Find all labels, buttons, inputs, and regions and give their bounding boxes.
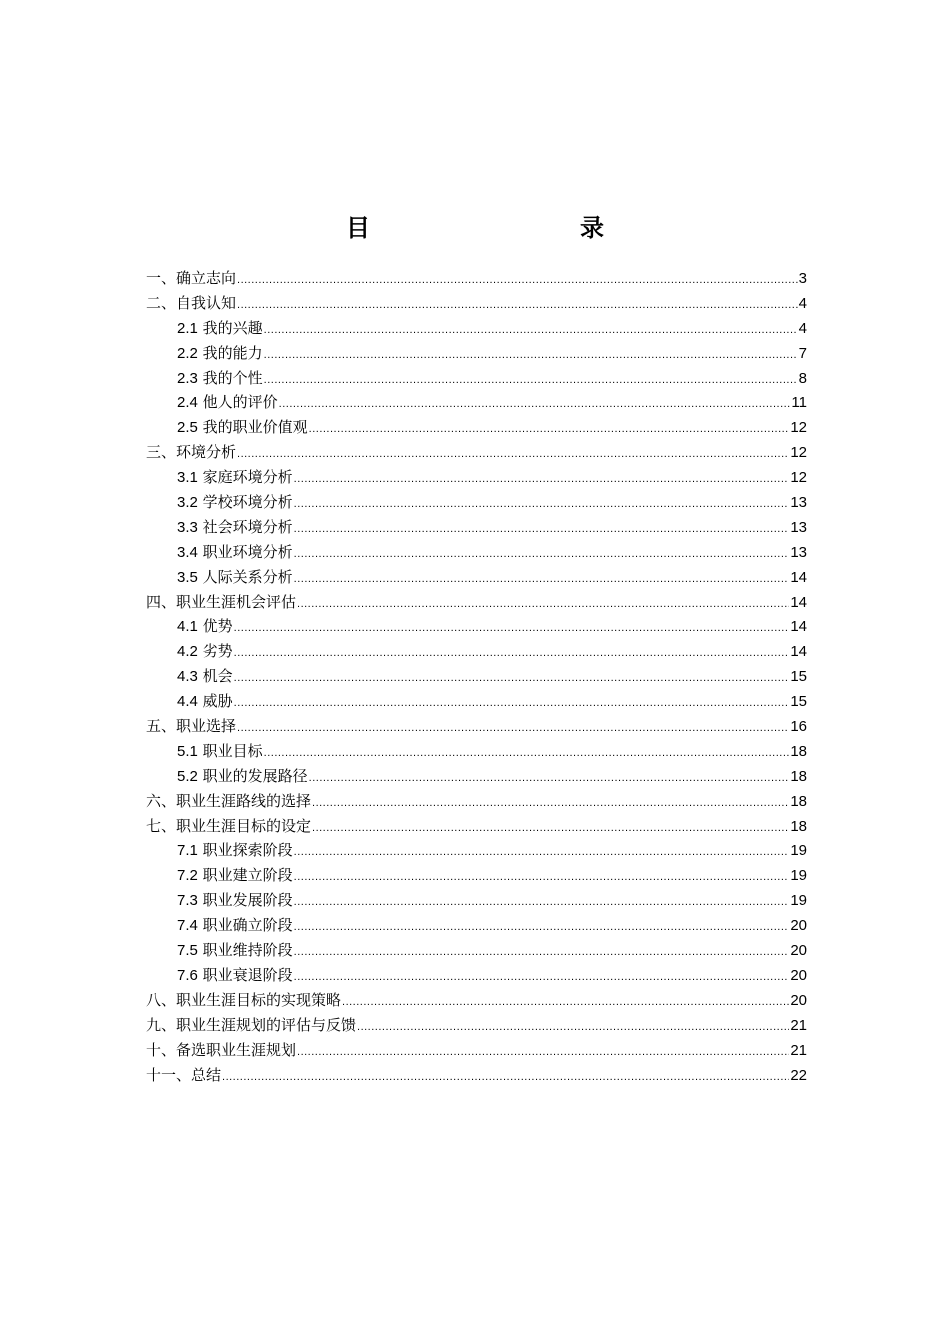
toc-page-number: 18 <box>790 817 807 835</box>
toc-entry-label <box>177 490 293 516</box>
toc-entry-text: 机会 <box>202 667 233 686</box>
toc-entry-number: 4.4 <box>177 693 198 711</box>
toc-page-number: 12 <box>790 419 807 437</box>
toc-entry[interactable] <box>146 739 807 764</box>
toc-dot-leader <box>222 1065 789 1090</box>
toc-entry-label <box>177 739 263 765</box>
toc-entry-text: 威胁 <box>202 692 233 711</box>
toc-entry-label <box>177 689 233 715</box>
toc-entry-label <box>177 465 293 491</box>
toc-dot-leader <box>309 766 790 791</box>
toc-page-number: 14 <box>790 568 807 586</box>
toc-entry-number: 7.5 <box>177 942 198 960</box>
toc-entry-text: 职业的发展路径 <box>202 766 308 785</box>
toc-page-number: 13 <box>790 543 807 561</box>
toc-entry-number: 4.1 <box>177 618 198 636</box>
toc-page-number: 7 <box>798 344 807 362</box>
toc-dot-leader <box>294 492 790 517</box>
toc-entry-label <box>177 838 293 864</box>
toc-entry[interactable] <box>146 1013 807 1038</box>
toc-entry[interactable] <box>146 390 807 415</box>
toc-dot-leader <box>264 318 798 343</box>
toc-entry-label <box>177 515 293 541</box>
toc-entry[interactable] <box>146 814 807 839</box>
toc-entry-label <box>177 863 293 889</box>
toc-entry-number: 3.3 <box>177 518 198 536</box>
toc-page-number: 20 <box>790 942 807 960</box>
toc-entry-label <box>146 1013 356 1038</box>
toc-dot-leader <box>264 368 798 393</box>
toc-entry-text: 优势 <box>202 617 233 636</box>
toc-entry-label <box>146 1063 221 1088</box>
toc-entry-number: 2.2 <box>177 344 198 362</box>
toc-page-number: 8 <box>798 369 807 387</box>
toc-entry[interactable] <box>146 938 807 963</box>
toc-entry-number: 3.2 <box>177 494 198 512</box>
toc-dot-leader <box>297 592 789 617</box>
toc-entry-text: 社会环境分析 <box>202 517 293 536</box>
toc-entry-number: 7.4 <box>177 917 198 935</box>
toc-entry-label <box>146 988 341 1013</box>
toc-entry-text: 职业环境分析 <box>202 542 293 561</box>
toc-entry-text: 我的个性 <box>202 368 263 387</box>
toc-entry-number: 5.2 <box>177 767 198 785</box>
toc-entry-text: 一、确立志向 <box>146 269 237 287</box>
toc-entry-text: 七、职业生涯目标的设定 <box>146 816 312 835</box>
toc-entry-text: 十、备选职业生涯规划 <box>146 1040 297 1059</box>
toc-dot-leader <box>279 392 791 417</box>
toc-entry-number: 4.3 <box>177 668 198 686</box>
toc-dot-leader <box>312 791 789 816</box>
toc-dot-leader <box>309 417 790 442</box>
toc-entry[interactable] <box>146 664 807 689</box>
toc-dot-leader <box>234 691 790 716</box>
toc-entry-number: 5.1 <box>177 742 198 760</box>
toc-page-number: 12 <box>790 444 807 462</box>
toc-page-number: 18 <box>790 792 807 810</box>
toc-dot-leader <box>294 542 790 567</box>
toc-entry-number: 7.6 <box>177 966 198 984</box>
toc-entry-text: 职业探索阶段 <box>202 841 293 860</box>
toc-page-number: 21 <box>790 1016 807 1034</box>
toc-page-number: 20 <box>790 991 807 1009</box>
toc-entry-text: 职业维持阶段 <box>202 941 293 960</box>
toc-entry-text: 职业目标 <box>202 741 263 760</box>
toc-page-number: 14 <box>790 593 807 611</box>
toc-entry-label <box>177 764 308 790</box>
toc-page-number: 14 <box>790 643 807 661</box>
toc-entry[interactable] <box>146 490 807 515</box>
toc-entry-label <box>146 440 236 465</box>
toc-entry-text: 三、环境分析 <box>146 443 237 462</box>
toc-page-number: 22 <box>790 1066 807 1084</box>
toc-entry-label <box>177 639 233 665</box>
toc-entry-label <box>177 664 233 690</box>
toc-entry-label <box>146 590 296 615</box>
toc-dot-leader <box>237 442 789 467</box>
toc-entry[interactable] <box>146 266 807 291</box>
toc-entry-label <box>146 1038 296 1063</box>
toc-entry-number: 2.3 <box>177 369 198 387</box>
toc-entry-text: 我的兴趣 <box>202 318 263 337</box>
toc-entry-number: 7.3 <box>177 892 198 910</box>
toc-entry[interactable] <box>146 764 807 789</box>
toc-entry[interactable] <box>146 838 807 863</box>
table-of-contents <box>146 266 807 1087</box>
toc-entry[interactable] <box>146 689 807 714</box>
toc-entry[interactable] <box>146 639 807 664</box>
toc-dot-leader <box>294 467 790 492</box>
toc-page-number: 18 <box>790 767 807 785</box>
toc-entry-text: 我的能力 <box>202 343 263 362</box>
toc-entry-text: 六、职业生涯路线的选择 <box>146 791 312 810</box>
toc-page-number: 4 <box>798 319 807 337</box>
toc-dot-leader <box>342 990 789 1015</box>
toc-dot-leader <box>294 940 790 965</box>
toc-entry-label <box>146 266 236 291</box>
toc-entry[interactable] <box>146 863 807 888</box>
toc-page-number: 13 <box>790 494 807 512</box>
toc-entry-number: 3.1 <box>177 469 198 487</box>
toc-entry-label <box>177 888 293 914</box>
toc-entry[interactable] <box>146 614 807 639</box>
toc-entry[interactable] <box>146 341 807 366</box>
toc-dot-leader <box>234 641 790 666</box>
toc-entry[interactable] <box>146 465 807 490</box>
toc-entry[interactable] <box>146 440 807 465</box>
toc-entry[interactable] <box>146 366 807 391</box>
toc-entry-label <box>146 814 311 839</box>
toc-entry-text: 十一、总结 <box>146 1065 222 1084</box>
toc-entry-number: 4.2 <box>177 643 198 661</box>
toc-entry-label <box>146 291 236 316</box>
toc-dot-leader <box>234 666 790 691</box>
toc-entry[interactable] <box>146 913 807 938</box>
toc-entry-label <box>177 938 293 964</box>
toc-page-number: 16 <box>790 718 807 736</box>
toc-page-number: 20 <box>790 917 807 935</box>
toc-entry[interactable] <box>146 291 807 316</box>
toc-page-number: 4 <box>798 294 807 312</box>
toc-entry-text: 五、职业选择 <box>146 717 237 736</box>
toc-dot-leader <box>294 965 790 990</box>
toc-dot-leader <box>234 616 790 641</box>
toc-page-number: 21 <box>790 1041 807 1059</box>
toc-entry-text: 职业建立阶段 <box>202 866 293 885</box>
toc-dot-leader <box>264 343 798 368</box>
toc-entry-number: 2.1 <box>177 319 198 337</box>
toc-dot-leader <box>264 741 790 766</box>
toc-entry-label <box>177 341 263 367</box>
toc-page-number: 11 <box>791 394 807 412</box>
toc-dot-leader <box>312 816 789 841</box>
toc-dot-leader <box>294 840 790 865</box>
toc-entry-text: 职业衰退阶段 <box>202 965 293 984</box>
toc-dot-leader <box>294 890 790 915</box>
toc-entry[interactable] <box>146 540 807 565</box>
toc-page-number: 19 <box>790 842 807 860</box>
toc-entry[interactable] <box>146 1038 807 1063</box>
toc-dot-leader <box>294 517 790 542</box>
toc-entry-text: 我的职业价值观 <box>202 418 308 437</box>
toc-entry[interactable] <box>146 565 807 590</box>
toc-title: 目 录 <box>346 214 658 242</box>
toc-entry-text: 他人的评价 <box>202 393 278 412</box>
toc-entry[interactable] <box>146 515 807 540</box>
toc-entry-label <box>146 714 236 739</box>
toc-page-number: 15 <box>790 668 807 686</box>
toc-page-number: 12 <box>790 469 807 487</box>
toc-entry-number: 7.1 <box>177 842 198 860</box>
toc-page-number: 18 <box>790 742 807 760</box>
toc-entry[interactable] <box>146 415 807 440</box>
toc-entry-text: 职业确立阶段 <box>202 916 293 935</box>
toc-dot-leader <box>237 293 798 318</box>
toc-entry-label <box>177 366 263 392</box>
toc-entry[interactable] <box>146 1063 807 1088</box>
toc-entry-label <box>177 390 278 416</box>
toc-page-number: 19 <box>790 867 807 885</box>
toc-entry-number: 3.5 <box>177 568 198 586</box>
toc-dot-leader <box>297 1040 789 1065</box>
toc-entry-text: 学校环境分析 <box>202 493 293 512</box>
toc-entry-text: 二、自我认知 <box>146 293 237 312</box>
toc-entry[interactable] <box>146 590 807 615</box>
toc-page-number: 15 <box>790 693 807 711</box>
toc-entry-text: 劣势 <box>202 642 233 661</box>
toc-entry[interactable] <box>146 789 807 814</box>
toc-dot-leader <box>294 865 790 890</box>
toc-dot-leader <box>294 915 790 940</box>
toc-entry-label <box>177 913 293 939</box>
toc-entry-number: 2.5 <box>177 419 198 437</box>
toc-entry-text: 家庭环境分析 <box>202 468 293 487</box>
toc-dot-leader <box>357 1015 789 1040</box>
toc-entry[interactable] <box>146 988 807 1013</box>
toc-entry-label <box>177 415 308 441</box>
toc-entry-number: 3.4 <box>177 543 198 561</box>
toc-entry-number: 2.4 <box>177 394 198 412</box>
toc-page-number: 13 <box>790 518 807 536</box>
toc-entry-label <box>177 565 293 591</box>
toc-page-number: 3 <box>798 270 807 287</box>
toc-entry-text: 四、职业生涯机会评估 <box>146 592 297 611</box>
toc-entry[interactable] <box>146 714 807 739</box>
toc-page-number: 14 <box>790 618 807 636</box>
toc-entry-text: 人际关系分析 <box>202 567 293 586</box>
toc-dot-leader <box>294 567 790 592</box>
toc-entry-label <box>177 540 293 566</box>
toc-entry-text: 八、职业生涯目标的实现策略 <box>146 990 342 1009</box>
toc-entry[interactable] <box>146 888 807 913</box>
toc-entry-label <box>146 789 311 814</box>
toc-page-number: 19 <box>790 892 807 910</box>
toc-entry-label <box>177 963 293 989</box>
toc-entry-number: 7.2 <box>177 867 198 885</box>
toc-entry[interactable] <box>146 316 807 341</box>
toc-dot-leader <box>237 268 798 293</box>
toc-entry-label <box>177 614 233 640</box>
toc-page-number: 20 <box>790 966 807 984</box>
toc-entry[interactable] <box>146 963 807 988</box>
toc-entry-text: 九、职业生涯规划的评估与反馈 <box>146 1015 357 1034</box>
toc-dot-leader <box>237 716 789 741</box>
toc-entry-text: 职业发展阶段 <box>202 891 293 910</box>
toc-entry-label <box>177 316 263 342</box>
